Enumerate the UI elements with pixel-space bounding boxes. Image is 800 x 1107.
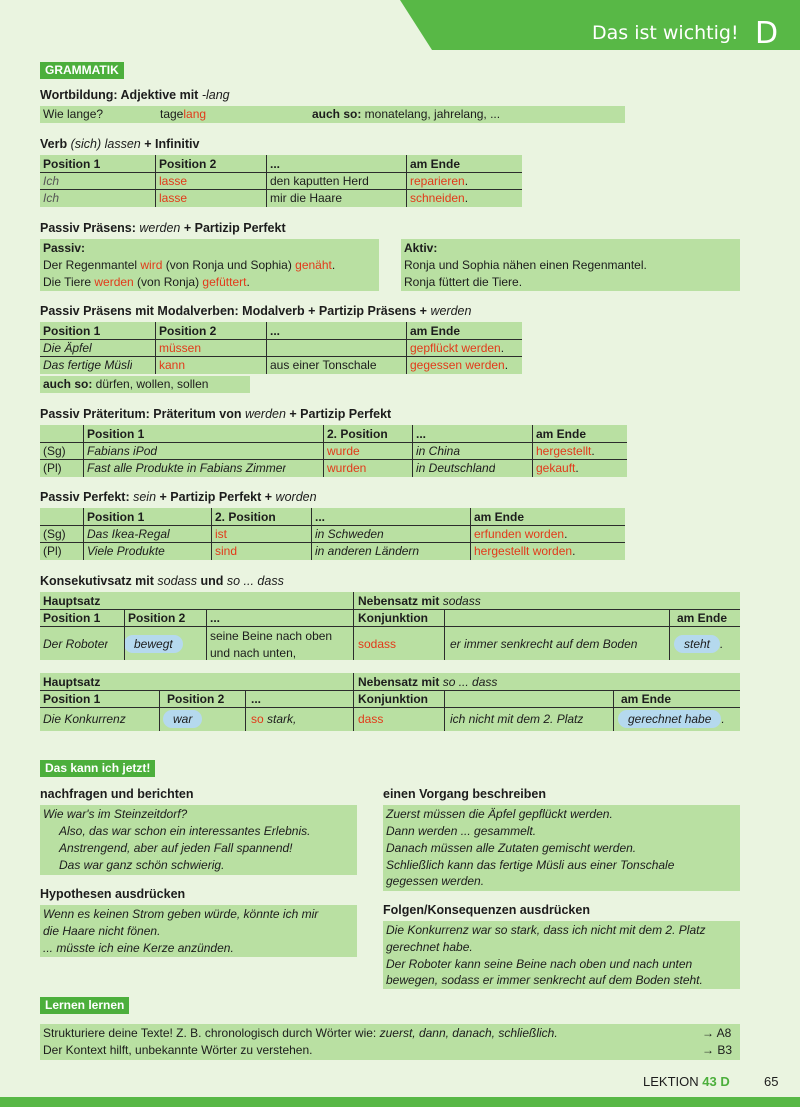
col-header: am Ende <box>410 324 461 338</box>
folgen-heading: Folgen/Konsequenzen ausdrücken <box>383 903 590 917</box>
divider <box>124 609 125 660</box>
cell: in China <box>416 444 461 458</box>
cell: Fast alle Produkte in Fabians Zimmer <box>87 461 287 475</box>
cell: (Sg) <box>43 444 66 458</box>
divider <box>40 707 740 708</box>
divider <box>40 542 625 543</box>
text-line: die Haare nicht fönen. <box>43 924 161 938</box>
divider <box>40 609 740 610</box>
cell: erfunden worden. <box>474 527 568 541</box>
cell: in Schweden <box>315 527 384 541</box>
highlight-oval: bewegt <box>124 635 183 653</box>
page-number: 65 <box>764 1074 779 1089</box>
divider <box>40 339 522 340</box>
header-letter: D <box>755 16 779 51</box>
praeteritum-table <box>40 425 627 477</box>
perfekt-table <box>40 508 625 560</box>
cell: mir die Haare <box>270 191 343 205</box>
cell: in anderen Ländern <box>315 544 420 558</box>
text-line: ... müsste ich eine Kerze anzünden. <box>43 941 234 955</box>
text-line: Also, das war schon ein interessantes Erlebnis. <box>59 824 311 838</box>
divider <box>532 425 533 477</box>
cell <box>124 635 183 654</box>
divider <box>406 322 407 374</box>
divider <box>83 508 84 560</box>
cell: Das fertige Müsli <box>43 358 133 372</box>
lernen-tag: Lernen lernen <box>40 997 129 1014</box>
divider <box>211 508 212 560</box>
cell: er immer senkrecht auf dem Boden <box>450 637 638 651</box>
hypothesen-box <box>40 905 357 957</box>
col-header: Position 2 <box>159 157 217 171</box>
neben-label: Nebensatz mit so ... dass <box>358 675 498 689</box>
divider <box>206 609 207 660</box>
cell: den kaputten Herd <box>270 174 369 188</box>
wortbildung-question: Wie lange? <box>43 107 104 121</box>
divider <box>669 609 670 660</box>
aktiv-label: Aktiv: <box>404 241 438 255</box>
col-header: Position 1 <box>87 427 145 441</box>
col-header: ... <box>270 157 281 171</box>
text-line: Wie war's im Steinzeitdorf? <box>43 807 188 821</box>
highlight-oval: war <box>163 710 202 728</box>
col-header: 2. Position <box>215 510 276 524</box>
cell <box>163 710 202 729</box>
cell: sodass <box>358 637 397 651</box>
haupt-label: Hauptsatz <box>43 675 101 689</box>
cell: lasse <box>159 174 188 188</box>
col-header: Position 1 <box>43 692 101 706</box>
cell: Das Ikea-Regal <box>87 527 170 541</box>
footer-bar <box>0 1097 800 1107</box>
modal-also-text: auch so: dürfen, wollen, sollen <box>43 377 209 391</box>
wortbildung-example: tagelang <box>160 107 207 121</box>
text-line: gerechnet habe. <box>386 940 473 954</box>
aktiv-line-1: Ronja und Sophia nähen einen Regenmantel. <box>404 258 647 272</box>
grammatik-tag: GRAMMATIK <box>40 62 124 79</box>
konsekutiv-table-2 <box>40 673 740 731</box>
cell: steht . <box>674 635 723 654</box>
cell: Ich <box>43 174 60 188</box>
divider <box>40 525 625 526</box>
neben-label: Nebensatz mit sodass <box>358 594 481 608</box>
divider <box>406 155 407 207</box>
passiv-praesens-heading: Passiv Präsens: werden + Partizip Perfekt <box>40 221 286 235</box>
divider <box>40 172 522 173</box>
perfekt-heading: Passiv Perfekt: sein + Partizip Perfekt + worden <box>40 490 317 504</box>
cell: gerechnet habe . <box>618 710 725 729</box>
lernen-ref-1: → A8 <box>702 1026 732 1040</box>
col-header: 2. Position <box>327 427 388 441</box>
col-header: Position 2 <box>128 611 186 625</box>
cell: ich nicht mit dem 2. Platz <box>450 712 584 726</box>
divider <box>444 690 445 731</box>
col-header: ... <box>315 510 326 524</box>
lernen-line-1: Strukturiere deine Texte! Z. B. chronologisch durch Wörter wie: zuerst, dann, danach, schließlich. <box>43 1026 558 1040</box>
passiv-label: Passiv: <box>43 241 86 255</box>
wortbildung-also: auch so: monatelang, jahrelang, ... <box>312 107 501 121</box>
divider <box>353 673 354 731</box>
col-header: am Ende <box>677 611 728 625</box>
highlight-oval: gerechnet habe <box>618 710 721 728</box>
table-row <box>40 460 627 477</box>
text-line: gegessen werden. <box>386 874 485 888</box>
passiv-line-2: Die Tiere werden (von Ronja) gefüttert. <box>43 275 250 289</box>
cell: wurden <box>327 461 367 475</box>
col-header: ... <box>270 324 281 338</box>
divider <box>266 322 267 374</box>
divider <box>155 155 156 207</box>
highlight-oval: steht <box>674 635 720 653</box>
cell: aus einer Tonschale <box>270 358 377 372</box>
table-row <box>40 526 625 543</box>
cell: so stark, <box>251 712 297 726</box>
col-header: Konjunktion <box>358 611 428 625</box>
cell: ist <box>215 527 227 541</box>
divider <box>353 592 354 660</box>
table-row <box>40 357 522 374</box>
modal-heading: Passiv Präsens mit Modalverben: Modalverb + Partizip Präsens + werden <box>40 304 472 318</box>
cell: kann <box>159 358 186 372</box>
nachfragen-box <box>40 805 357 875</box>
haupt-label: Hauptsatz <box>43 594 101 608</box>
wortbildung-box <box>40 106 625 123</box>
divider <box>245 690 246 731</box>
konsekutiv-heading: Konsekutivsatz mit sodass und so ... dass <box>40 574 284 588</box>
cell: lasse <box>159 191 188 205</box>
divider <box>83 425 84 477</box>
divider <box>155 322 156 374</box>
aktiv-line-2: Ronja füttert die Tiere. <box>404 275 523 289</box>
cell: gepflückt werden. <box>410 341 505 355</box>
cell: reparieren. <box>410 174 469 188</box>
lernen-ref-2: → B3 <box>702 1043 733 1057</box>
praeteritum-heading: Passiv Präteritum: Präteritum von werden + Partizip Perfekt <box>40 407 392 421</box>
cell: Viele Produkte <box>87 544 165 558</box>
col-header: Position 1 <box>87 510 145 524</box>
col-header: Position 2 <box>167 692 225 706</box>
cell: Die Äpfel <box>43 341 92 355</box>
divider <box>412 425 413 477</box>
divider <box>266 155 267 207</box>
col-header: ... <box>251 692 262 706</box>
col-header: am Ende <box>536 427 587 441</box>
wortbildung-heading: Wortbildung: Adjektive mit -lang <box>40 88 230 102</box>
table-row <box>40 190 522 207</box>
folgen-box <box>383 921 740 989</box>
text-line: Anstrengend, aber auf jeden Fall spannend! <box>59 841 293 855</box>
text-line: Schließlich kann das fertige Müsli aus einer Tonschale <box>386 858 675 872</box>
cell: seine Beine nach oben und nach unten, <box>210 629 333 660</box>
passiv-box <box>40 239 379 291</box>
cell: hergestellt. <box>536 444 595 458</box>
col-header: am Ende <box>474 510 525 524</box>
cell: wurde <box>327 444 360 458</box>
footer-lektion: LEKTION 43 D <box>643 1074 730 1089</box>
divider <box>470 508 471 560</box>
lernen-box <box>40 1024 740 1060</box>
kann-tag: Das kann ich jetzt! <box>40 760 155 777</box>
vorgang-box <box>383 805 740 891</box>
cell: gegessen werden. <box>410 358 509 372</box>
table-row <box>40 543 625 560</box>
cell: Ich <box>43 191 60 205</box>
cell: in Deutschland <box>416 461 496 475</box>
table-row <box>40 340 522 357</box>
cell: (Sg) <box>43 527 66 541</box>
praeteritum-header-row <box>40 426 627 443</box>
divider <box>40 626 740 627</box>
col-header: am Ende <box>621 692 672 706</box>
lassen-table <box>40 155 522 207</box>
hypothesen-heading: Hypothesen ausdrücken <box>40 887 186 901</box>
divider <box>40 442 627 443</box>
col-header: Position 1 <box>43 324 101 338</box>
col-header: Position 2 <box>159 324 217 338</box>
text-line: Zuerst müssen die Äpfel gepflückt werden. <box>386 807 613 821</box>
lernen-line-2: Der Kontext hilft, unbekannte Wörter zu verstehen. <box>43 1043 313 1057</box>
cell: (Pl) <box>43 544 62 558</box>
modal-header-row <box>40 323 522 340</box>
divider <box>40 189 522 190</box>
divider <box>444 609 445 660</box>
modal-also <box>40 376 250 393</box>
cell: müssen <box>159 341 202 355</box>
col-header: am Ende <box>410 157 461 171</box>
header-title: Das ist wichtig! <box>592 22 739 44</box>
nachfragen-heading: nachfragen und berichten <box>40 787 194 801</box>
modal-table <box>40 322 522 374</box>
cell: hergestellt worden. <box>474 544 576 558</box>
col-header: Position 1 <box>43 611 101 625</box>
passiv-line-1: Der Regenmantel wird (von Ronja und Sophia) genäht. <box>43 258 336 272</box>
cell: Der Roboter <box>43 637 109 651</box>
text-line: Wenn es keinen Strom geben würde, könnte ich mir <box>43 907 319 921</box>
cell: Fabians iPod <box>87 444 158 458</box>
table-row <box>40 443 627 460</box>
text-line: bewegen, sodass er immer senkrecht auf dem Boden steht. <box>386 973 703 987</box>
divider <box>159 690 160 731</box>
divider <box>613 690 614 731</box>
cell: gekauft. <box>536 461 579 475</box>
divider <box>40 459 627 460</box>
text-line: Der Roboter kann seine Beine nach oben und nach unten <box>386 957 693 971</box>
text-line: Danach müssen alle Zutaten gemischt werden. <box>386 841 637 855</box>
konsekutiv-table-1 <box>40 592 740 660</box>
text-line: Die Konkurrenz war so stark, dass ich nicht mit dem 2. Platz <box>386 923 706 937</box>
text-line: Das war ganz schön schwierig. <box>59 858 225 872</box>
table-row <box>40 173 522 190</box>
cell: schneiden. <box>410 191 469 205</box>
col-header: ... <box>416 427 427 441</box>
col-header: Position 1 <box>43 157 101 171</box>
cell: Die Konkurrenz <box>43 712 126 726</box>
col-header: Konjunktion <box>358 692 428 706</box>
text-line: Dann werden ... gesammelt. <box>386 824 537 838</box>
divider <box>323 425 324 477</box>
col-header: ... <box>210 611 221 625</box>
lassen-header-row <box>40 156 522 173</box>
lassen-heading: Verb (sich) lassen + Infinitiv <box>40 137 200 151</box>
divider <box>311 508 312 560</box>
cell: sind <box>215 544 238 558</box>
aktiv-box <box>401 239 740 291</box>
vorgang-heading: einen Vorgang beschreiben <box>383 787 547 801</box>
cell: dass <box>358 712 384 726</box>
perfekt-header-row <box>40 509 625 526</box>
divider <box>40 690 740 691</box>
divider <box>40 356 522 357</box>
cell: (Pl) <box>43 461 62 475</box>
